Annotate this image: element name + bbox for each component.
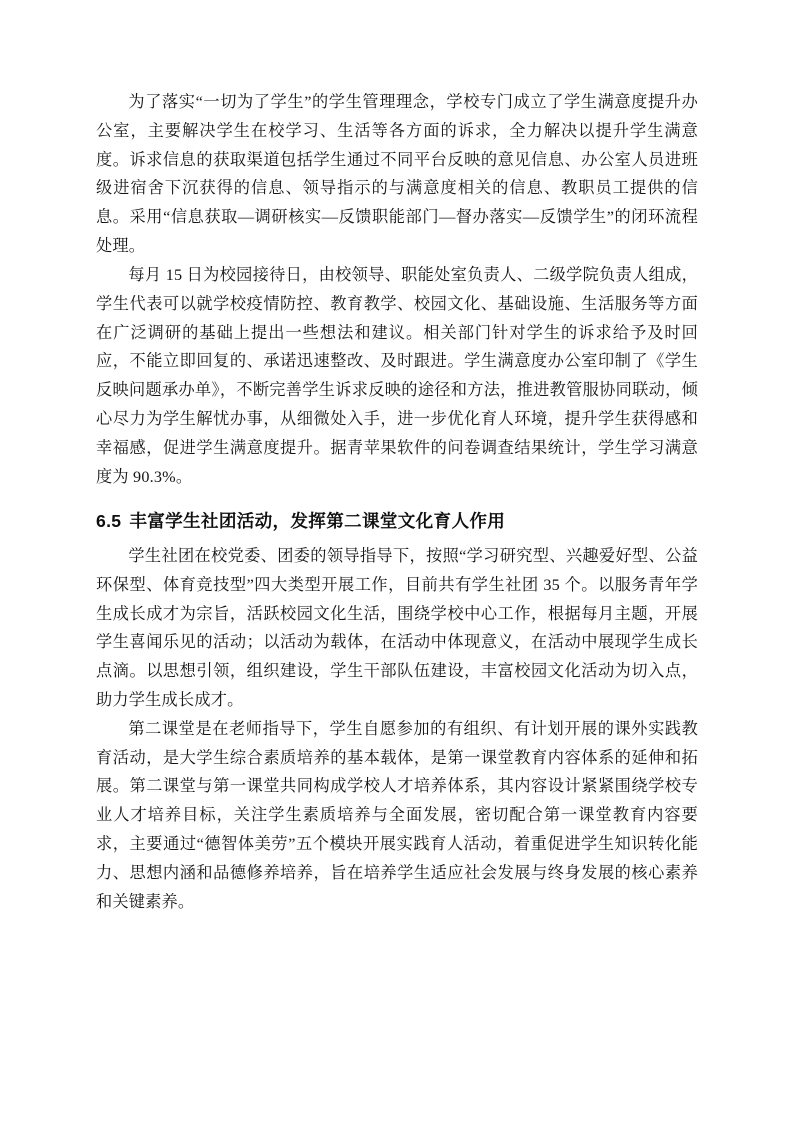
section-number: 6.5 [96,510,122,531]
paragraph-3: 学生社团在校党委、团委的领导指导下，按照“学习研究型、兴趣爱好型、公益环保型、体育竞技型”四大类型开展工作，目前共有学生社团 35 个。以服务青年学生成长成才为宗旨，活跃校园文化生活，围绕学校中心工作，根据每月主题，开展学生喜闻乐见的活动；以活动为载体，在活动中体现意义，在活动中展现学生成长点滴。以思想引领，组织建设，学生干部队伍建设，丰富校园文化活动为切入点，助力学生成长成才。 [96,546,698,709]
section-heading [96,506,698,536]
section-title: 丰富学生社团活动，发挥第二课堂文化育人作用 [129,510,506,531]
document-body [96,88,698,917]
paragraph-1: 为了落实“一切为了学生”的学生管理理念，学校专门成立了学生满意度提升办公室，主要解决学生在校学习、生活等各方面的诉求，全力解决以提升学生满意度。诉求信息的获取渠道包括学生通过不同平台反映的意见信息、办公室人员进班级进宿舍下沉获得的信息、领导指示的与满意度相关的信息、教职员工提供的信息。采用“信息获取—调研核实—反馈职能部门—督办落实—反馈学生”的闭环流程处理。 [96,93,698,256]
paragraph-4: 第二课堂是在老师指导下，学生自愿参加的有组织、有计划开展的课外实践教育活动，是大学生综合素质培养的基本载体，是第一课堂教育内容体系的延伸和拓展。第二课堂与第一课堂共同构成学校人才培养体系，其内容设计紧紧围绕学校专业人才培养目标，关注学生素质培养与全面发展，密切配合第一课堂教育内容要求，主要通过“德智体美劳”五个模块开展实践育人活动，着重促进学生知识转化能力、思想内涵和品德修养培养，旨在培养学生适应社会发展与终身发展的核心素养和关键素养。 [96,719,698,911]
paragraph-2: 每月 15 日为校园接待日，由校领导、职能处室负责人、二级学院负责人组成，学生代表可以就学校疫情防控、教育教学、校园文化、基础设施、生活服务等方面在广泛调研的基础上提出一些想法和建议。相关部门针对学生的诉求给予及时回应，不能立即回复的、承诺迅速整改、及时跟进。学生满意度办公室印制了《学生反映问题承办单》，不断完善学生诉求反映的途径和方法，推进教管服协同联动，倾心尽力为学生解忧办事，从细微处入手，进一步优化育人环境，提升学生获得感和幸福感，促进学生满意度提升。据青苹果软件的问卷调查结果统计，学生学习满意度为 90.3%。 [96,265,698,486]
